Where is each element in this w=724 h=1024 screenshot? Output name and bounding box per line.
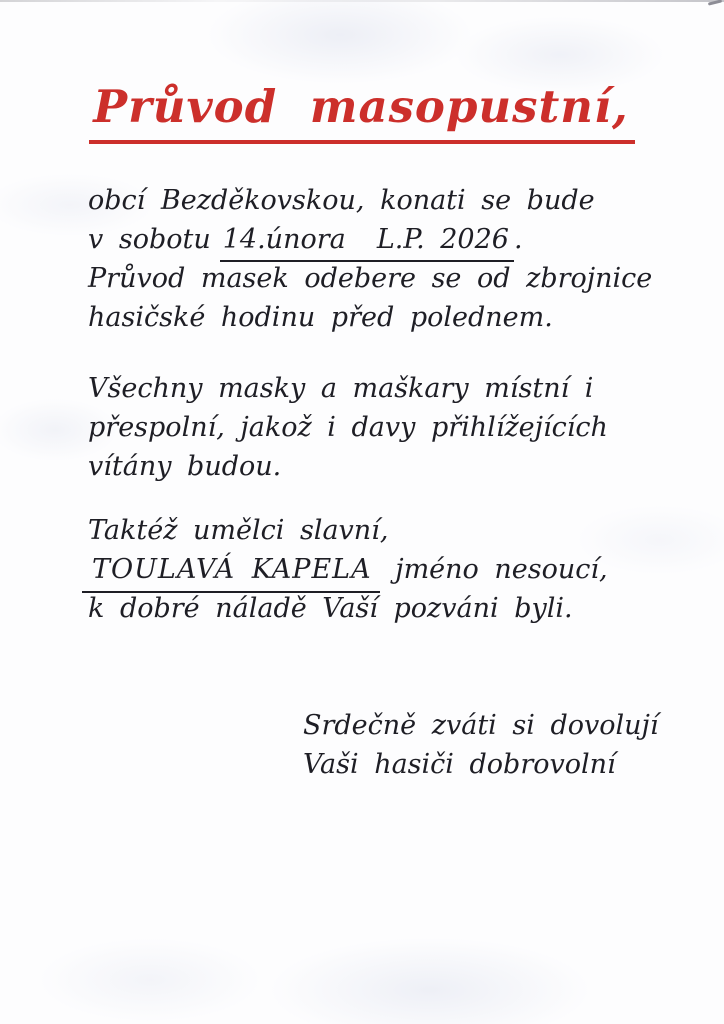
text-segment: Vaši hasiči dobrovolní — [303, 749, 616, 780]
text-line — [88, 259, 652, 298]
text-segment: vítány budou. — [88, 451, 282, 482]
text-line — [303, 745, 659, 784]
text-segment: Všechny masky a maškary místní i — [88, 373, 594, 404]
text-segment: hasičské hodinu před polednem. — [88, 302, 553, 333]
text-line — [88, 369, 608, 408]
paragraph-event-details — [88, 181, 652, 337]
text-line-band-name — [88, 550, 608, 589]
text-segment: jméno nesoucí, — [379, 554, 608, 585]
scan-edge-artifact — [0, 0, 724, 2]
text-line — [88, 511, 608, 550]
poster-title — [0, 80, 724, 144]
text-line — [88, 589, 608, 628]
text-segment: Průvod masek odebere se od zbrojnice — [88, 263, 653, 294]
poster-title-text: Průvod masopustní, — [89, 80, 634, 144]
text-segment: v sobotu — [88, 224, 211, 255]
closing-signature — [303, 706, 659, 784]
event-date-underlined: 14.února L.P. 2026 — [220, 220, 514, 262]
text-segment: obcí Bezděkovskou, konati se bude — [88, 185, 595, 216]
text-line — [88, 298, 652, 337]
text-segment: Taktéž umělci slavní, — [88, 515, 389, 546]
text-line — [303, 706, 659, 745]
band-name-underlined: TOULAVÁ KAPELA — [82, 550, 380, 593]
text-segment: přespolní, jakož i davy přihlížejících — [88, 412, 608, 443]
text-segment: k dobré náladě Vaší pozváni byli. — [88, 593, 573, 624]
paragraph-band-announcement — [88, 511, 608, 628]
text-line — [88, 447, 608, 486]
text-line — [88, 408, 608, 447]
text-segment: . — [513, 224, 523, 255]
text-line — [88, 181, 652, 220]
text-line-event-date — [88, 220, 652, 259]
paragraph-welcome-masks — [88, 369, 608, 486]
text-segment: Srdečně zváti si dovolují — [303, 710, 659, 741]
